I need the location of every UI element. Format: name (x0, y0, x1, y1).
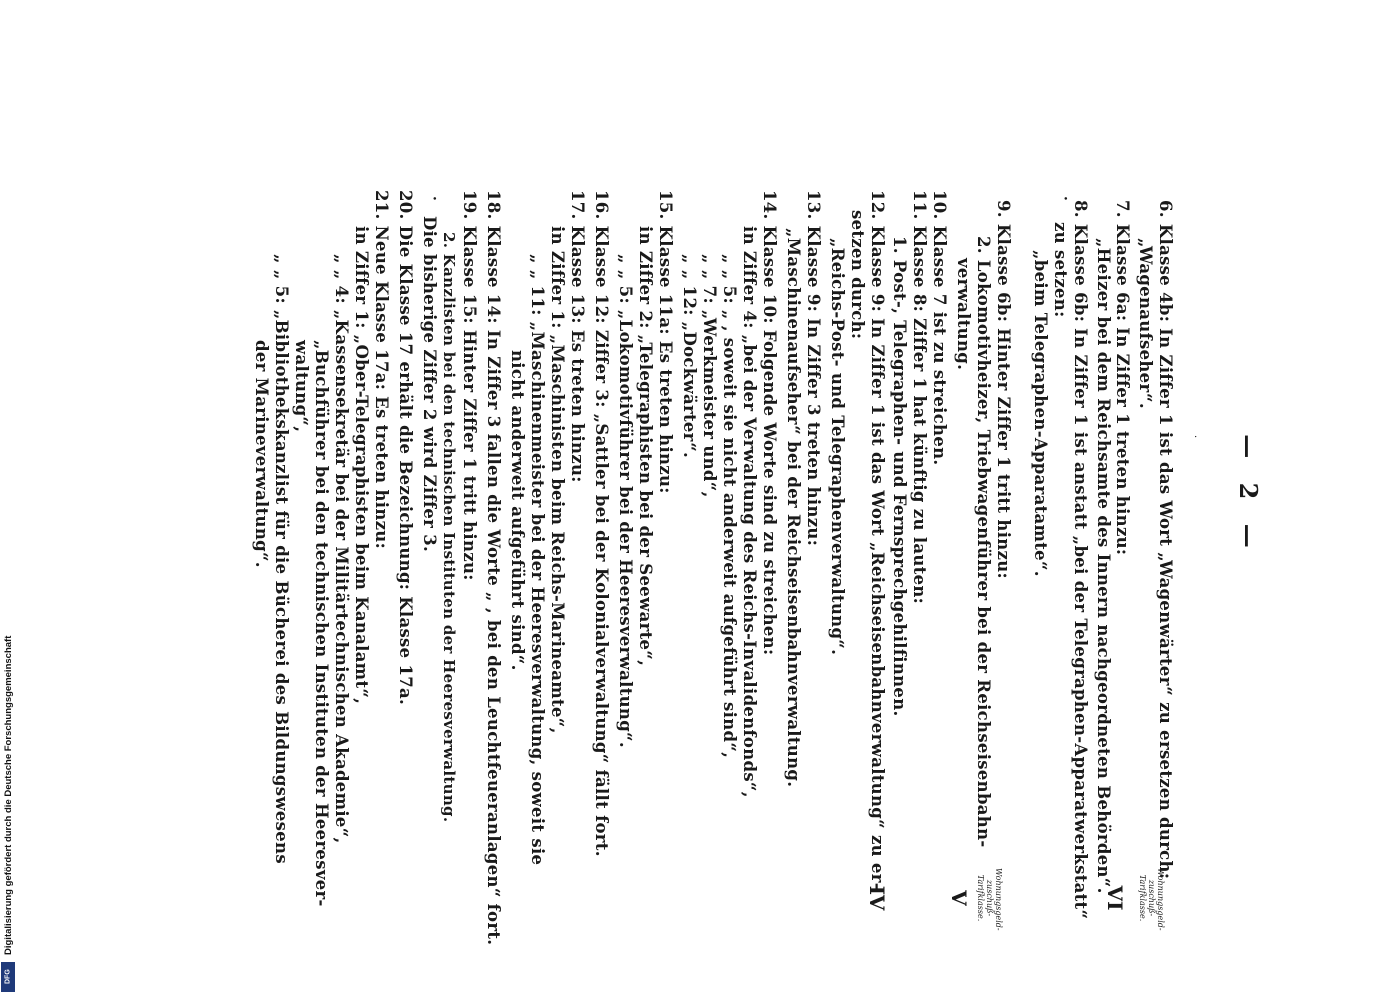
entry-line: „ „ 7: „Werkmeister und“, (700, 254, 719, 498)
entry-line: „Heizer bei dem Reichsamte des Innern nachgeordneten Behörden“. (1094, 238, 1113, 894)
entry-line: „Maschinenaufseher“ bei der Reichseisenbahnverwaltung. (784, 228, 803, 788)
entry-line: Die bisherige Ziffer 2 wird Ziffer 3. (420, 216, 439, 553)
entry-line: in Ziffer 1: „Ober-Telegraphisten beim Kanalamt“, (352, 226, 371, 705)
tariff-class-value: IV (865, 885, 889, 911)
entry-line: in Ziffer 1: „Maschinisten beim Reichs-Marineamte“, (548, 226, 567, 734)
page-number: — 2 — (1234, 434, 1263, 556)
entry-line: 19. Klasse 15: Hinter Ziffer 1 tritt hinzu: (460, 190, 479, 581)
tariff-class-header: Wohnungsgeld-zuschuß-Tarifklasse. (976, 868, 1003, 931)
entry-line: 14. Klasse 10: Folgende Worte sind zu streichen: (760, 190, 779, 656)
dfg-logo: DFG (1, 962, 15, 992)
entry-line: in Ziffer 4: „bei der Verwaltung des Reichs-Invalidenfonds“, (740, 226, 759, 798)
entry-line: 10. Klasse 7 ist zu streichen. (930, 190, 949, 466)
entry-line: 15. Klasse 11a: Es treten hinzu: (656, 190, 675, 494)
entry-line: „beim Telegraphen-Apparatamte“. (1031, 250, 1050, 577)
entry-line: verwaltung. (954, 258, 973, 371)
entry-line: „ „ 4: „Kassensekretär bei der Militärtechnischen Akademie“, (332, 254, 351, 844)
entry-line: 18. Klasse 14: In Ziffer 3 fallen die Worte „ , bei den Leuchtfeueranlagen“ fort. (484, 190, 503, 946)
entry-line: 2. Kanzlisten bei den technischen Instituten der Heeresverwaltung. (440, 232, 458, 823)
entry-line: „ „ 5: „ , soweit sie nicht anderweit aufgeführt sind“, (720, 254, 739, 759)
margin-mark: · (1057, 196, 1073, 201)
tariff-class-header: Wohnungsgeld-zuschuß-Tarifklasse. (1138, 868, 1165, 931)
entry-line: 20. Die Klasse 17 erhält die Bezeichnung: Klasse 17a. (396, 190, 415, 706)
entry-line: „Wagenaufseher“. (1136, 238, 1155, 409)
entry-line: der Marineverwaltung“. (252, 340, 271, 568)
entry-line: 2. Lokomotivheizer, Triebwagenführer bei der Reichseisenbahn- (974, 236, 993, 848)
entry-line: nicht anderweit aufgeführt sind“. (508, 350, 527, 671)
entry-line: 11. Klasse 8: Ziffer 1 hat künftig zu lauten: (910, 190, 929, 605)
entry-line: 1. Post-, Telegraphen- und Fernsprechgehilfinnen. (890, 236, 909, 717)
entry-line: 8. Klasse 6b: In Ziffer 1 ist anstatt „bei der Telegraphen-Apparatwerkstatt“ (1071, 200, 1090, 920)
entry-line: zu setzen: (1051, 222, 1070, 318)
entry-line: 16. Klasse 12: Ziffer 3: „Sattler bei der Kolonialverwaltung“ fällt fort. (592, 190, 611, 857)
margin-mark: · (426, 196, 442, 201)
entry-line: setzen durch: (848, 210, 867, 340)
entry-line: 13. Klasse 9: In Ziffer 3 treten hinzu: (804, 190, 823, 547)
entry-line: „Reichs-Post- und Telegraphenverwaltung“. (828, 238, 847, 656)
entry-line: „ „ 11: „Maschinenmeister bei der Heeresverwaltung, soweit sie (528, 254, 547, 866)
tariff-class-value: VI (1103, 885, 1127, 911)
entry-line: „ „ 5: „Lokomotivführer bei der Heeresverwaltung“. (616, 254, 635, 748)
entry-line: 12. Klasse 9: In Ziffer 1 ist das Wort „Reichseisenbahnverwaltung“ zu er- (868, 190, 887, 890)
page-mark: · (1189, 435, 1200, 439)
dfg-credit-text: Digitalisierung gefördert durch die Deutsche Forschungsgemeinschaft (3, 635, 14, 955)
entry-line: 9. Klasse 6b: Hinter Ziffer 1 tritt hinzu: (994, 200, 1013, 579)
entry-line: 6. Klasse 4b: In Ziffer 1 ist das Wort „Wagenwärter“ zu ersetzen durch: (1156, 200, 1175, 880)
entry-line: „Buchführer bei den technischen Instituten der Heeresver- (312, 340, 331, 907)
entry-line: in Ziffer 2: „Telegraphisten bei der Seewarte“, (636, 226, 655, 667)
entry-line: „ „ 5: „Bibliothekskanzlist für die Bücherei des Bildungswesens (272, 254, 291, 864)
entry-line: 7. Klasse 6a: In Ziffer 1 treten hinzu: (1113, 200, 1132, 556)
entry-line: 21. Neue Klasse 17a: Es treten hinzu: (372, 190, 391, 549)
tariff-class-value: V (947, 890, 971, 906)
entry-line: 17. Klasse 13: Es treten hinzu: (568, 190, 587, 483)
entry-line: „ „ 12: „Dockwärter“. (680, 254, 699, 459)
entry-line: waltung“, (292, 340, 311, 433)
